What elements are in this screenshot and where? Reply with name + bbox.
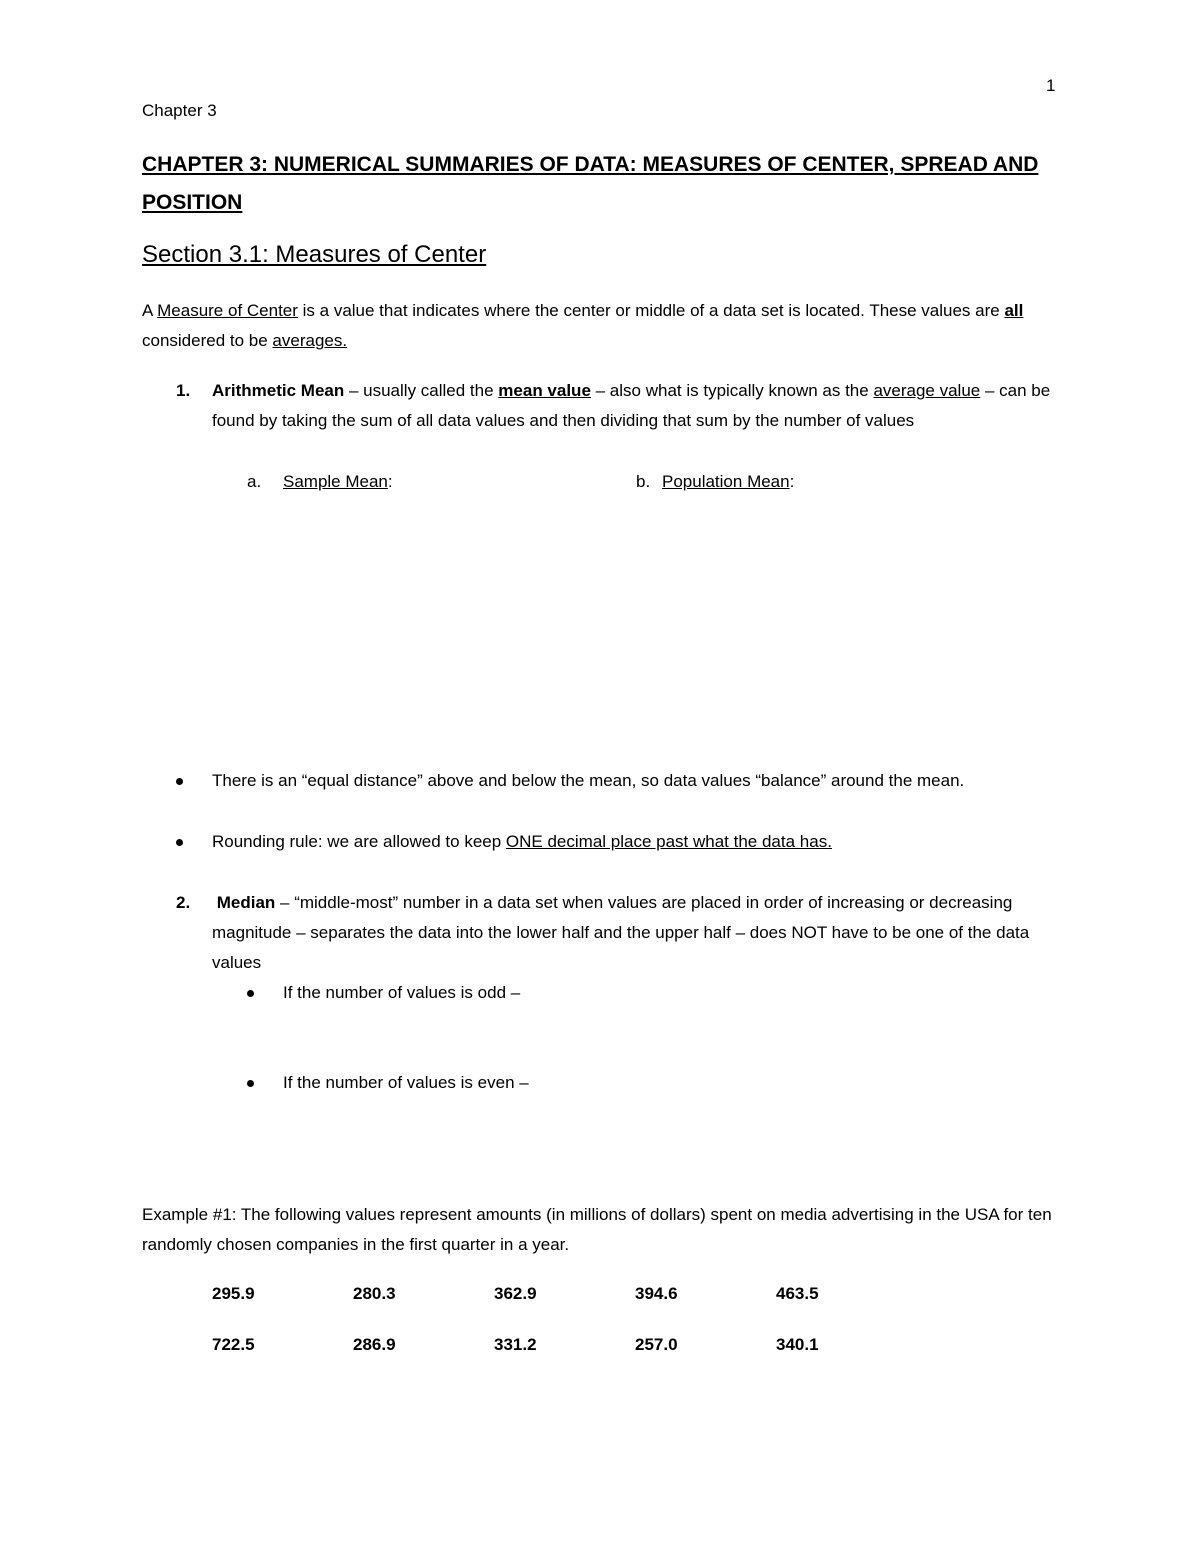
rounding-rule-note: Rounding rule: we are allowed to keep ONE decimal place past what the data has.	[212, 832, 832, 851]
section-heading: Section 3.1: Measures of Center	[142, 241, 487, 268]
data-value: 331.2	[494, 1335, 537, 1354]
median-even-case: If the number of values is even –	[283, 1073, 529, 1092]
list-number-1: 1.	[176, 381, 191, 400]
page-number: 1	[1046, 76, 1056, 95]
data-value: 340.1	[776, 1335, 819, 1354]
data-value: 295.9	[212, 1284, 255, 1303]
bullet-icon	[247, 990, 254, 997]
population-mean-label: Population Mean:	[662, 472, 795, 491]
median-label: Median	[216, 893, 276, 912]
mean-text-2: – also what is typically known as the	[590, 381, 874, 400]
mean-text-3: – can be found by taking the sum of all data values and then dividing that sum by the number of values	[212, 381, 1051, 430]
median-odd-case: If the number of values is odd –	[283, 983, 521, 1002]
data-value: 722.5	[212, 1335, 255, 1354]
bullet-icon	[247, 1080, 254, 1087]
intro-text-2: is a value that indicates where the center or middle of a data set is located. These values are	[297, 301, 1005, 320]
mean-value-term: mean value	[498, 381, 591, 400]
bullet-icon	[176, 778, 183, 785]
mean-balance-note: There is an “equal distance” above and below the mean, so data values “balance” around the mean.	[212, 771, 965, 790]
running-header: Chapter 3	[142, 101, 217, 120]
all-term: all	[1004, 301, 1024, 320]
average-value-term: average value	[873, 381, 981, 400]
data-value: 286.9	[353, 1335, 396, 1354]
sub-item-a-marker: a.	[247, 472, 262, 491]
median-text: – “middle-most” number in a data set when values are placed in order of increasing or decreasing magnitude – separates the data into the lower half and the upper half – does NOT have to be one of the data values	[212, 893, 1030, 972]
intro-text-3: considered to be	[142, 331, 273, 350]
bullet-icon	[176, 839, 183, 846]
measure-of-center-term: Measure of Center	[157, 301, 298, 320]
data-value: 280.3	[353, 1284, 396, 1303]
sub-item-b-marker: b.	[636, 472, 651, 491]
data-value: 362.9	[494, 1284, 537, 1303]
averages-term: averages.	[272, 331, 348, 350]
intro-text-1: A	[142, 301, 158, 320]
data-value: 257.0	[635, 1335, 678, 1354]
arithmetic-mean-definition	[212, 376, 1072, 436]
arithmetic-mean-label: Arithmetic Mean	[212, 381, 345, 400]
chapter-title	[142, 146, 1072, 222]
rounding-rule-underline: ONE decimal place past what the data has.	[505, 832, 832, 851]
chapter-title-text: CHAPTER 3: NUMERICAL SUMMARIES OF DATA: MEASURES OF CENTER, SPREAD AND POSITION	[142, 153, 1039, 214]
mean-text-1: – usually called the	[344, 381, 499, 400]
median-definition	[212, 888, 1072, 978]
data-value: 394.6	[635, 1284, 678, 1303]
example-1-text: Example #1: The following values represent amounts (in millions of dollars) spent on media advertising in the USA for ten randomly chosen companies in the first quarter in a year.	[142, 1205, 1052, 1254]
intro-paragraph	[142, 296, 1062, 356]
data-value: 463.5	[776, 1284, 819, 1303]
list-number-2: 2.	[176, 893, 191, 912]
sample-mean-label: Sample Mean:	[283, 472, 393, 491]
